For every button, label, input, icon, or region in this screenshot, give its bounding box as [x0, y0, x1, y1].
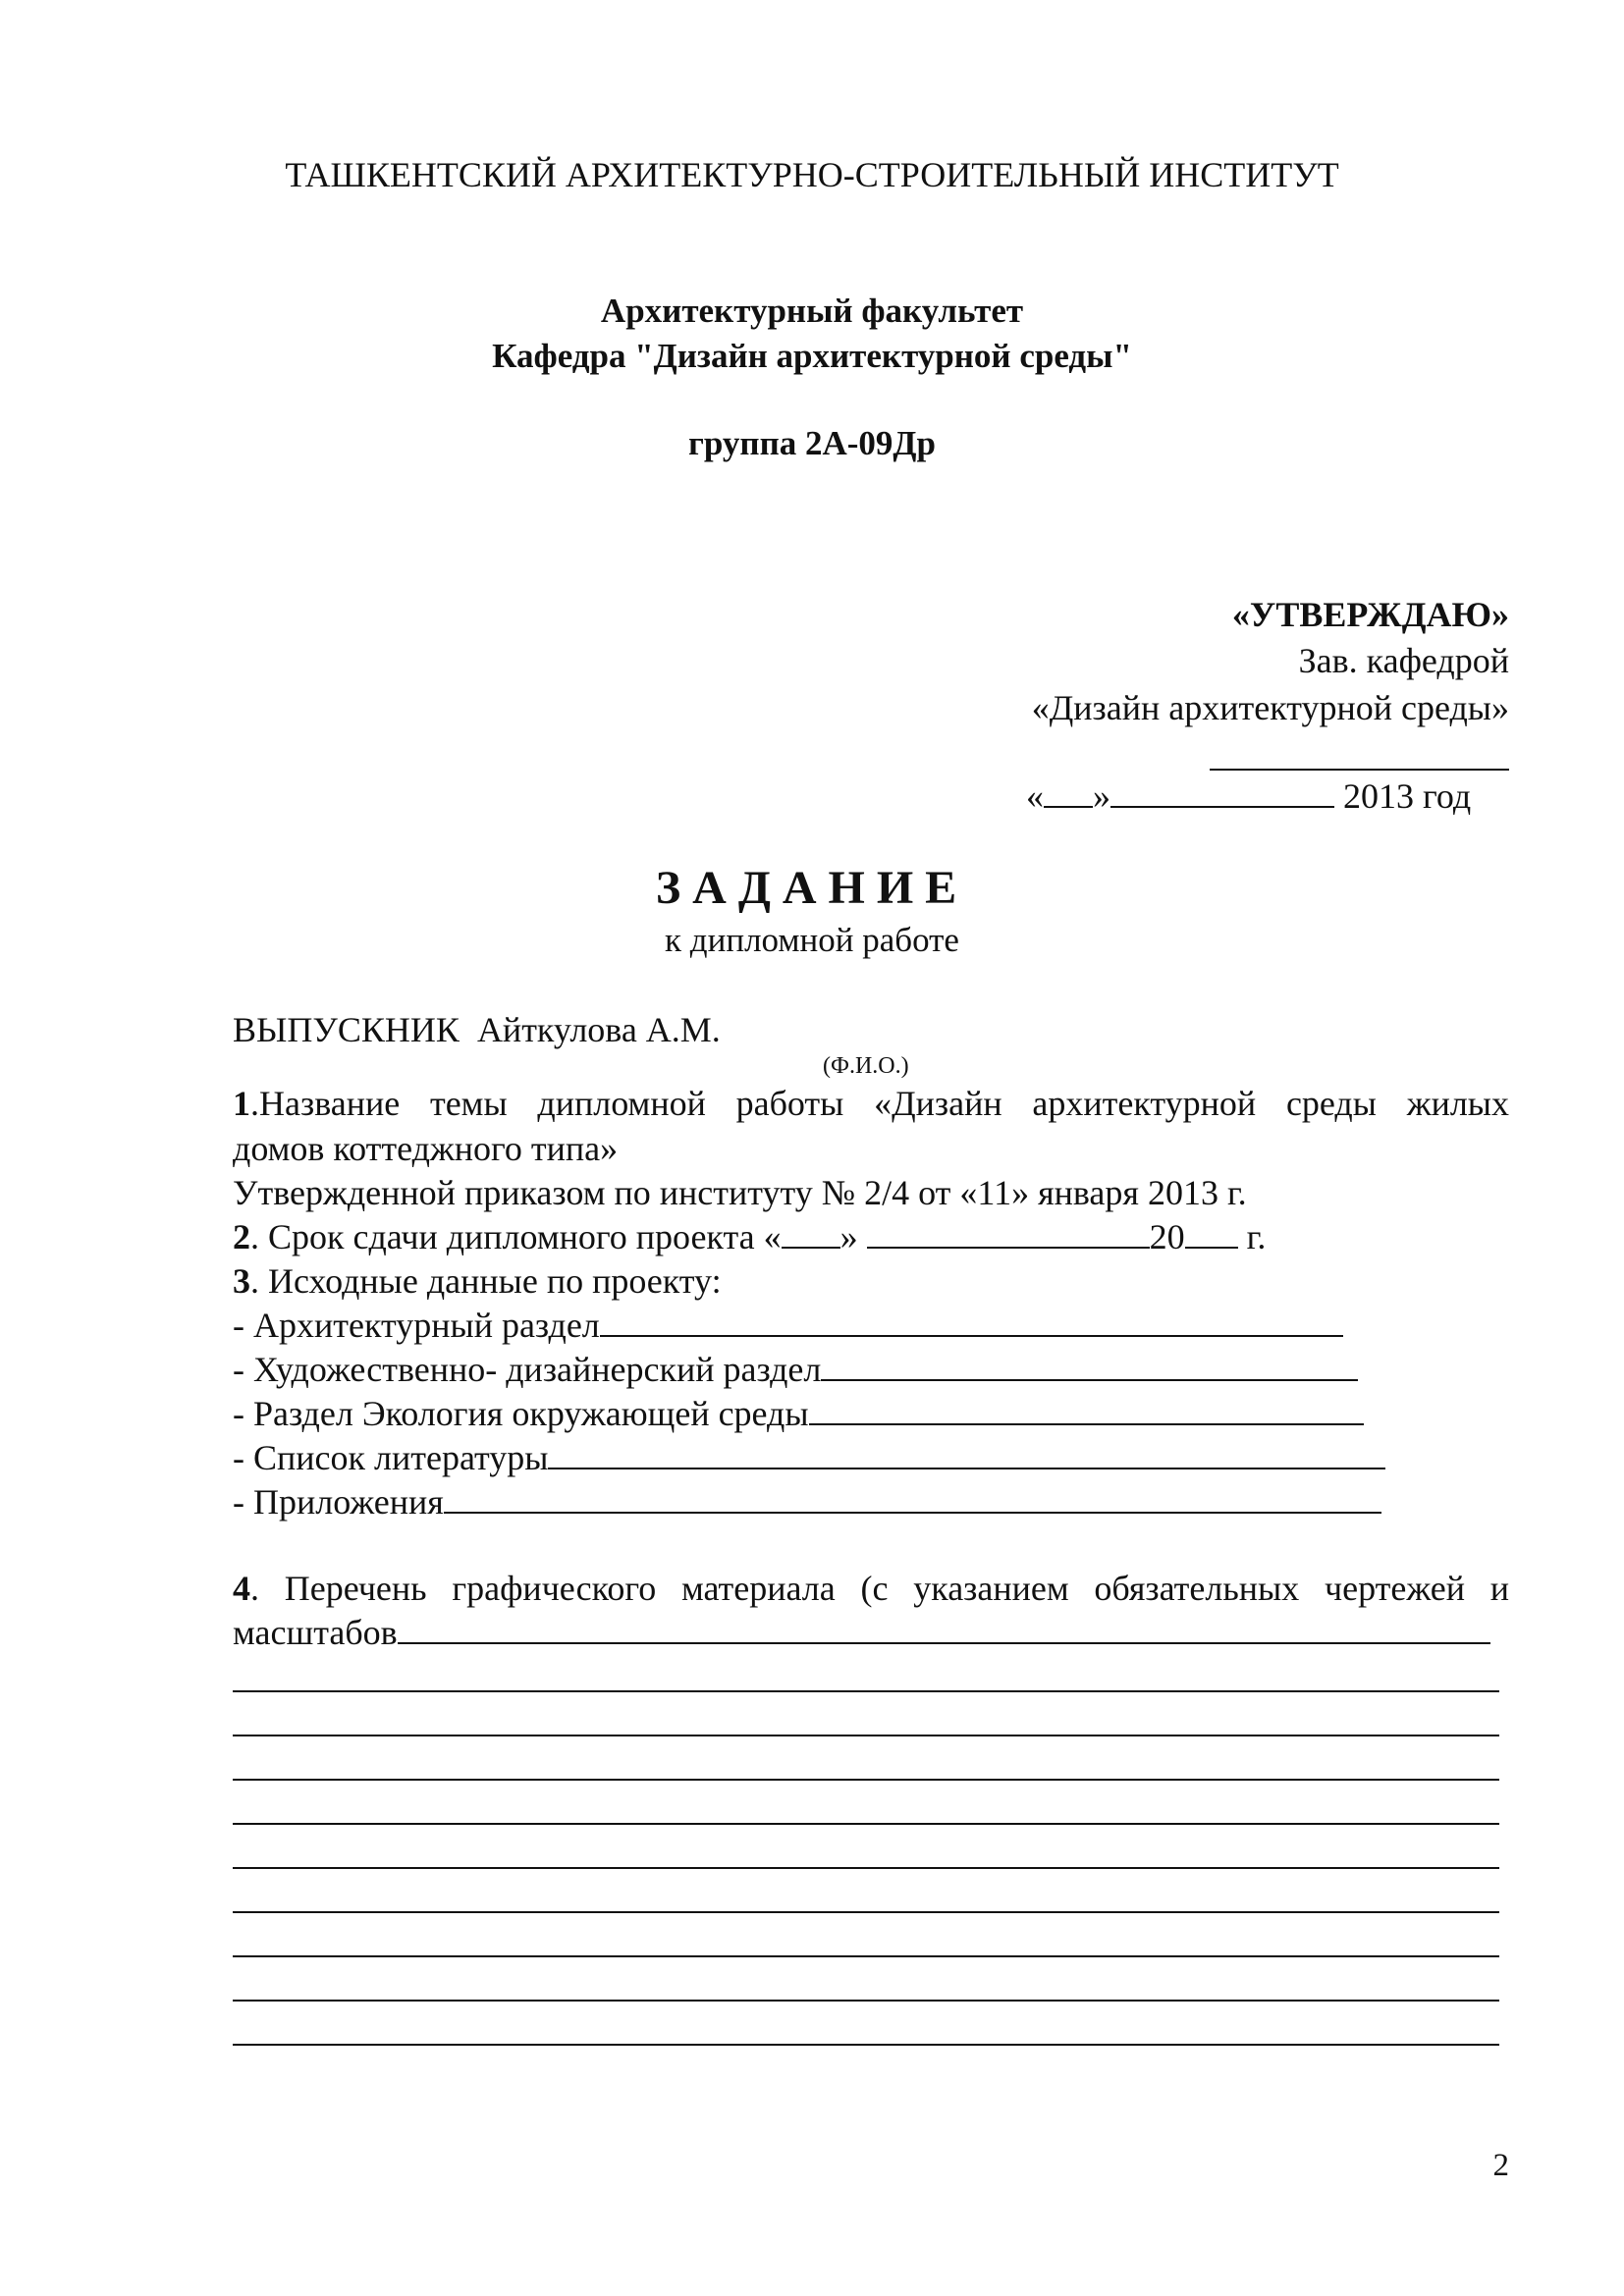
sub-item-label: - Список литературы — [233, 1438, 549, 1477]
blank-line — [233, 1911, 1499, 1913]
item2-year-blank — [1185, 1217, 1238, 1249]
sub-item-literature — [233, 1437, 1385, 1478]
day-blank — [1044, 776, 1093, 808]
sub-item-ecology — [233, 1393, 1364, 1434]
item1-line1 — [233, 1083, 1509, 1124]
sub-item-blank — [444, 1482, 1381, 1514]
item4-line2 — [233, 1612, 1490, 1653]
item4-blank — [398, 1613, 1490, 1644]
group-name: группа 2А-09Др — [688, 424, 936, 462]
order-line: Утвержденной приказом по институту № 2/4 от «11» января 2013 г. — [233, 1173, 1247, 1212]
date-open-quote: « — [1026, 776, 1044, 816]
blank-line — [233, 1779, 1499, 1781]
item3-text: . Исходные данные по проекту: — [250, 1261, 722, 1301]
blank-line — [233, 1955, 1499, 1957]
sub-item-label: - Художественно- дизайнерский раздел — [233, 1350, 822, 1389]
item1-text: .Название темы дипломной работы «Дизайн архитектурной среды жилых — [250, 1084, 1509, 1123]
item1-number: 1 — [233, 1084, 250, 1123]
sub-item-appendices — [233, 1481, 1381, 1522]
approval-title: «УТВЕРЖДАЮ» — [1231, 595, 1509, 634]
graduate-label: ВЫПУСКНИК — [233, 1010, 460, 1049]
item2-close-quote: » — [839, 1217, 858, 1256]
blank-line — [233, 1823, 1499, 1825]
department-name: Кафедра "Дизайн архитектурной среды" — [492, 337, 1132, 375]
sub-item-blank — [600, 1306, 1343, 1337]
faculty-name: Архитектурный факультет — [600, 292, 1024, 330]
item1-line2: домов коттеджного типа» — [233, 1129, 619, 1168]
assignment-subtitle: к дипломной работе — [665, 921, 959, 959]
item2-year-suffix: г. — [1237, 1217, 1267, 1256]
sub-item-label: - Архитектурный раздел — [233, 1306, 600, 1345]
assignment-title: ЗАДАНИЕ — [655, 862, 969, 914]
sub-item-blank — [809, 1394, 1364, 1425]
item4-text: . Перечень графического материала (с указанием обязательных чертежей и — [250, 1569, 1509, 1608]
graduate-name: Айткулова А.М. — [476, 1010, 721, 1049]
month-blank — [1110, 776, 1334, 808]
blank-line — [233, 1690, 1499, 1692]
approval-date — [1026, 775, 1471, 817]
graduate-line — [233, 1009, 721, 1050]
approval-year: 2013 год — [1343, 776, 1472, 816]
signature-line — [1210, 769, 1509, 771]
approval-position: Зав. кафедрой — [1298, 641, 1509, 680]
item4-line1 — [233, 1568, 1509, 1609]
item3-line — [233, 1260, 722, 1302]
blank-line — [233, 2044, 1499, 2046]
page-number: 2 — [1492, 2148, 1509, 2183]
sub-item-art-design — [233, 1349, 1358, 1390]
sub-item-architecture — [233, 1305, 1343, 1346]
item2-number: 2 — [233, 1217, 250, 1256]
sub-item-label: - Приложения — [233, 1482, 444, 1522]
item2-month-blank — [867, 1217, 1150, 1249]
item4-number: 4 — [233, 1569, 250, 1608]
item2-century: 20 — [1149, 1217, 1185, 1256]
item2-day-blank — [782, 1217, 840, 1249]
blank-line — [233, 1735, 1499, 1736]
item3-number: 3 — [233, 1261, 250, 1301]
sub-item-blank — [821, 1350, 1358, 1381]
item2-line — [233, 1216, 1266, 1257]
sub-item-blank — [548, 1438, 1385, 1469]
item4-scales-label: масштабов — [233, 1613, 398, 1652]
approval-department: «Дизайн архитектурной среды» — [1031, 688, 1509, 727]
sub-item-label: - Раздел Экология окружающей среды — [233, 1394, 809, 1433]
blank-line — [233, 1867, 1499, 1869]
blank-line — [233, 2000, 1499, 2002]
fio-caption: (Ф.И.О.) — [823, 1053, 909, 1079]
institute-name: ТАШКЕНТСКИЙ АРХИТЕКТУРНО-СТРОИТЕЛЬНЫЙ ИНСТИТУТ — [285, 155, 1339, 194]
item2-text: . Срок сдачи дипломного проекта « — [250, 1217, 782, 1256]
date-close-quote: » — [1093, 776, 1110, 816]
